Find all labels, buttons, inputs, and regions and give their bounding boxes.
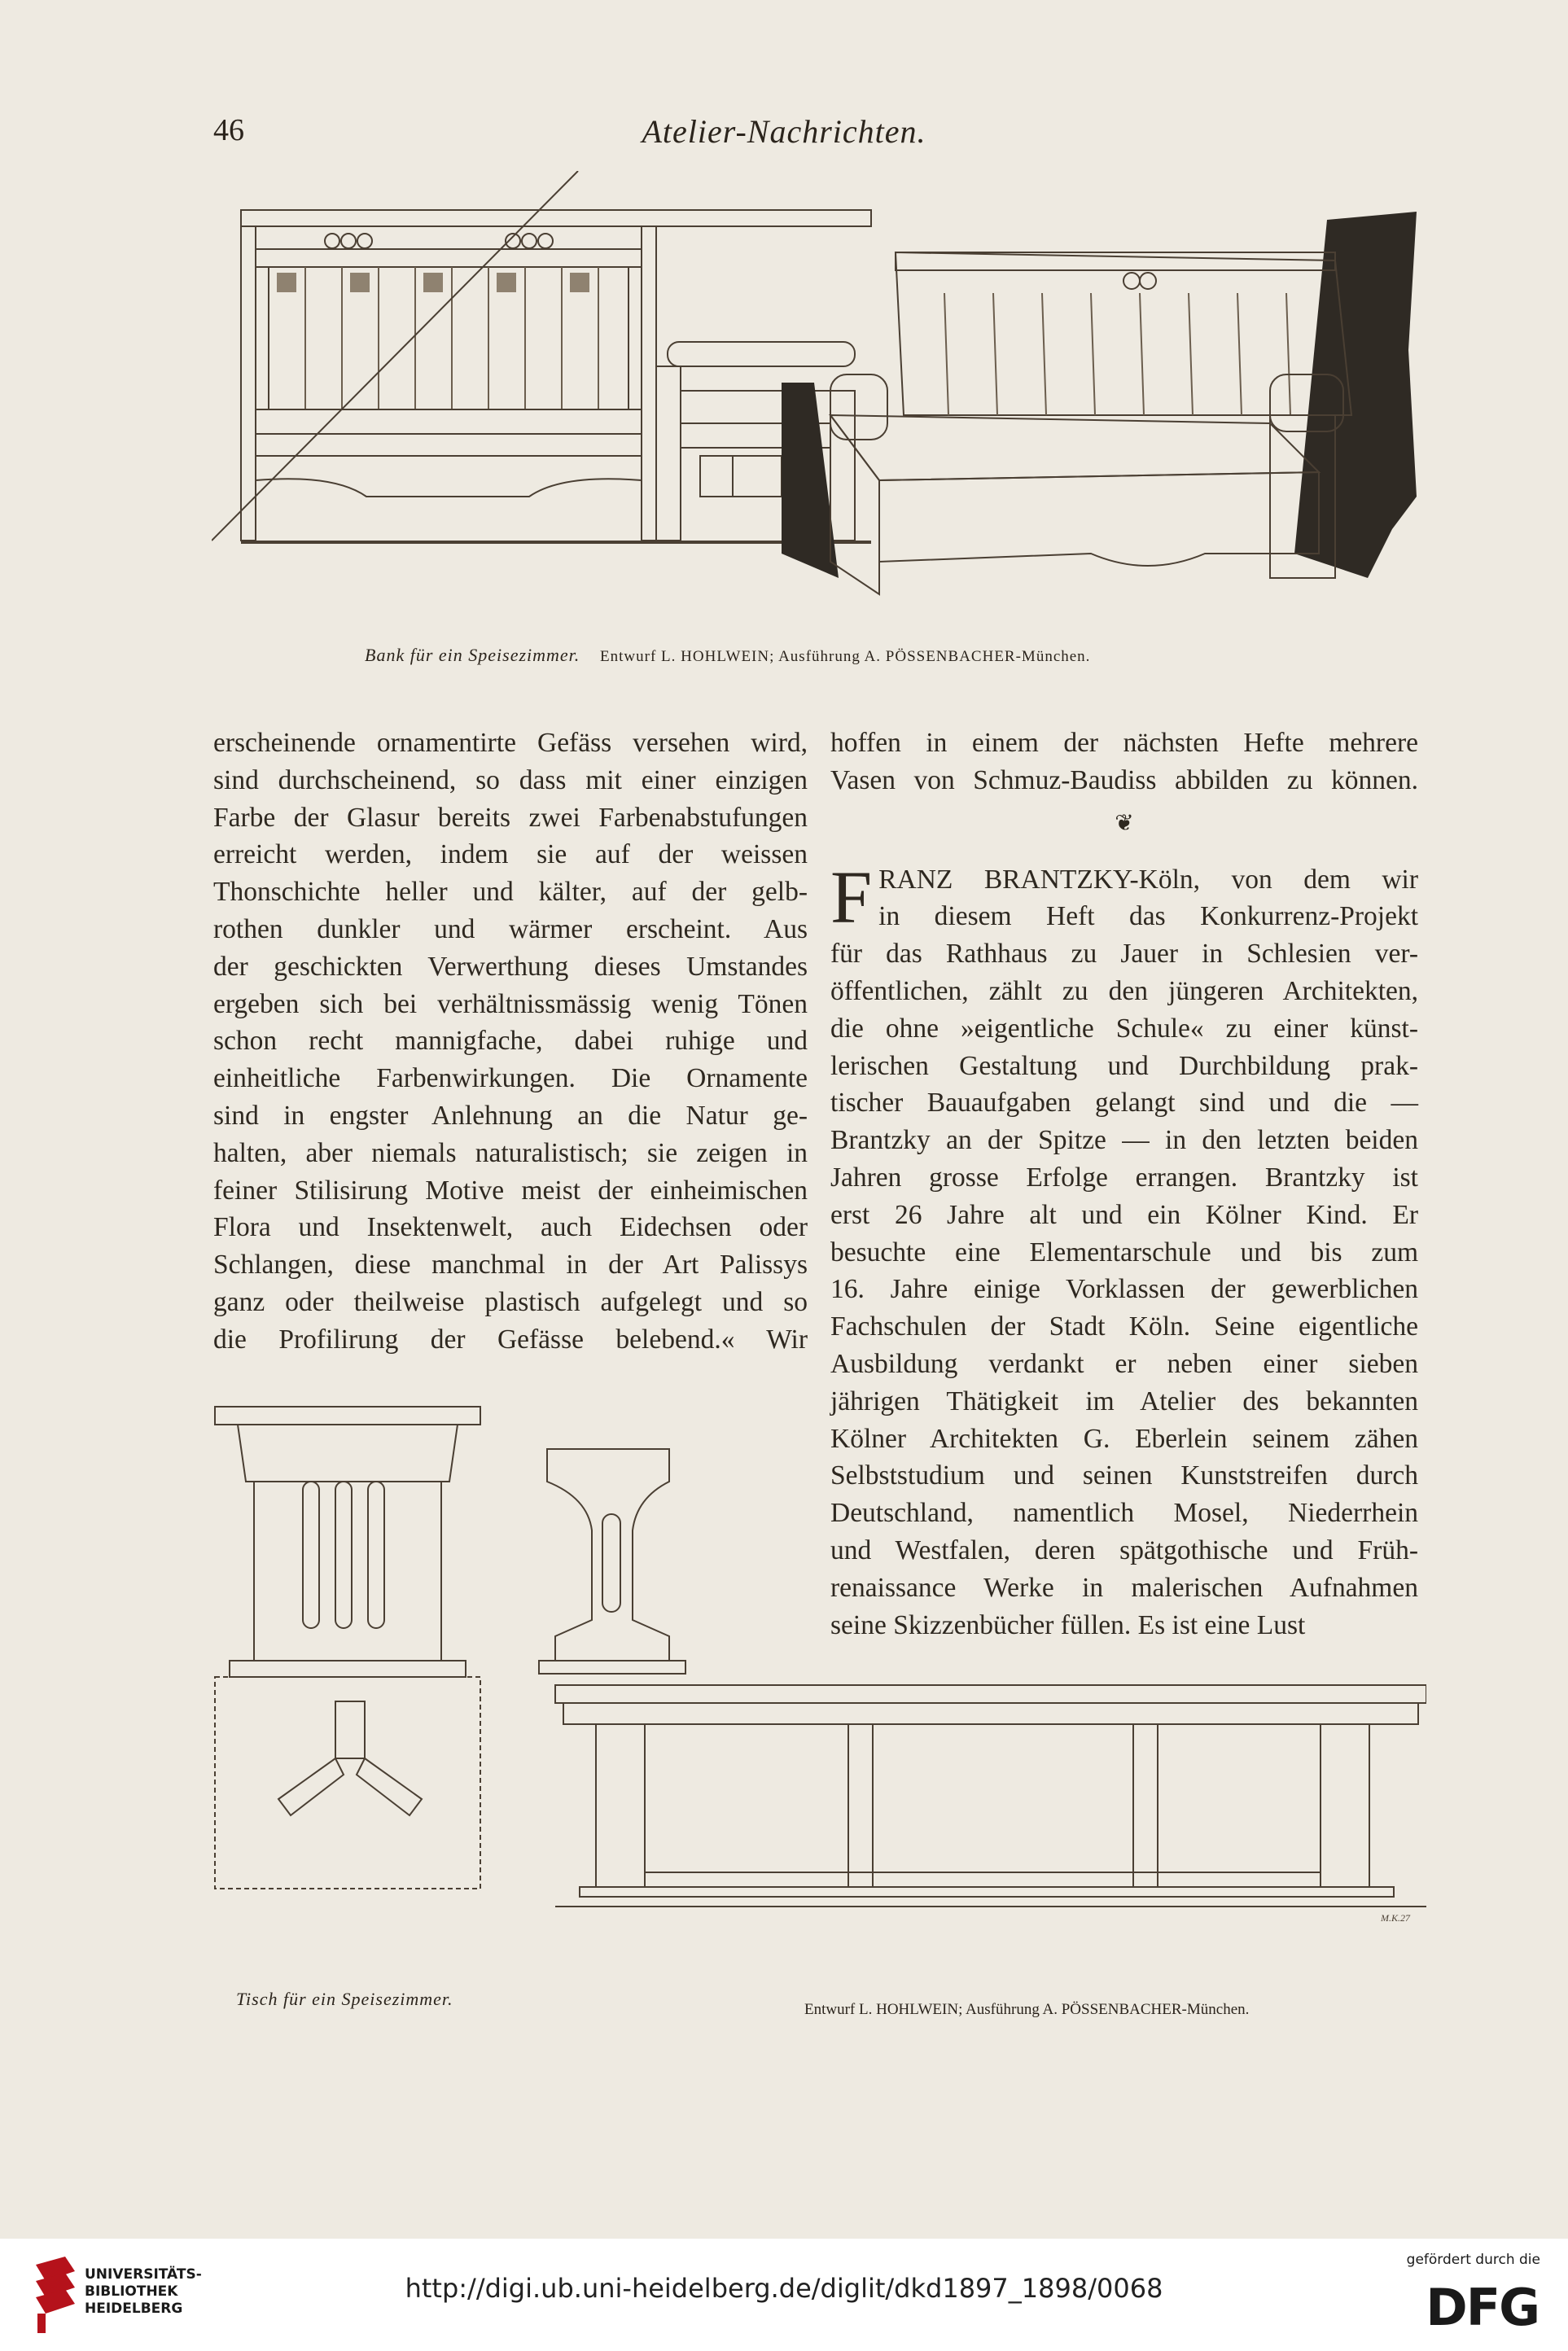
text-line: Flora und Insektenwelt, auch Eidechsen oder (213, 1212, 808, 1243)
text-line: tischer Bauaufgaben gelangt sind und die — (830, 1088, 1418, 1119)
text-line: Brantzky an der Spitze — in den letzten beiden (830, 1125, 1418, 1156)
text-line: rothen dunkler und wärmer erscheint. Aus (213, 913, 808, 944)
table-plan-view (215, 1677, 480, 1889)
table-end-elevation (215, 1407, 480, 1677)
source-url[interactable]: http://digi.ub.uni-heidelberg.de/diglit/dkd1897_1898/0068 (405, 2273, 1163, 2304)
left-column (213, 725, 808, 1359)
text-line: Selbststudium und seinen Kunststreifen durch (830, 1460, 1418, 1491)
funder-text: gefördert durch die (1406, 2252, 1540, 2268)
text-line: sind durchscheinend, so dass mit einer einzigen (213, 764, 808, 795)
table-caption-credit: Entwurf L. HOHLWEIN; Ausführung A. PÖSSENBACHER-München. (804, 2001, 1250, 2018)
text-line: sind in engster Anlehnung an die Natur ge- (213, 1100, 808, 1131)
text-line: schon recht mannigfache, dabei ruhige und (213, 1026, 808, 1057)
bench-caption-title: Bank für ein Speisezimmer. (365, 645, 580, 665)
page-number: 46 (213, 113, 244, 147)
table-caption-title-text: Tisch für ein Speisezimmer. (236, 1989, 453, 2009)
running-title: Atelier-Nachrichten. (642, 113, 926, 150)
table-caption-title (236, 1989, 470, 2010)
viewer-footer (0, 2239, 1568, 2351)
illustrator-signature: M.K.27 (1381, 1912, 1410, 1924)
bench-caption-credit: Entwurf L. HOHLWEIN; Ausführung A. PÖSSENBACHER-München. (600, 648, 1091, 665)
text-line: ganz oder theilweise plastisch aufgelegt und so (213, 1286, 808, 1317)
text-line: jährigen Thätigkeit im Atelier des bekannten (830, 1386, 1418, 1416)
table-trestle-detail (539, 1449, 685, 1674)
fleuron-ornament: ❦ (1115, 810, 1134, 836)
text-line: Vasen von Schmuz-Baudiss abbilden zu können. (830, 764, 1418, 795)
text-line: für das Rathhaus zu Jauer in Schlesien ver- (830, 939, 1418, 970)
text-line: und Westfalen, deren spätgothische und Früh- (830, 1534, 1418, 1565)
text-line: lerischen Gestaltung und Durchbildung prak- (830, 1050, 1418, 1081)
bench-caption (365, 645, 1090, 666)
text-line: Thonschichte heller und kälter, auf der gelb- (213, 877, 808, 908)
dfg-logo: DFG (1426, 2278, 1539, 2337)
drop-cap: F (830, 855, 873, 939)
table-illustration (213, 1392, 1426, 1962)
text-line: renaissance Werke in malerischen Aufnahmen (830, 1572, 1418, 1603)
library-name-line: UNIVERSITÄTS- (85, 2266, 202, 2283)
text-line: halten, aber niemals naturalistisch; sie zeigen in (213, 1137, 808, 1168)
text-line: Fachschulen der Stadt Köln. Seine eigentliche (830, 1311, 1418, 1342)
text-line: RANZ BRANTZKY-Köln, von dem wir (878, 864, 1418, 895)
text-line: hoffen in einem der nächsten Hefte mehrere (830, 728, 1418, 758)
text-line: öffentlichen, zählt zu den jüngeren Architekten, (830, 975, 1418, 1006)
text-line: feiner Stilisirung Motive meist der einheimischen (213, 1175, 808, 1206)
text-line: seine Skizzenbücher füllen. Es ist eine Lust (830, 1609, 1306, 1640)
bench-perspective (782, 212, 1417, 594)
text-line: Deutschland, namentlich Mosel, Niederrhein (830, 1498, 1418, 1529)
text-line: erscheinende ornamentirte Gefäss versehen wird, (213, 728, 808, 758)
text-line: besuchte eine Elementarschule und bis zum (830, 1237, 1418, 1267)
text-line: einheitliche Farbenwirkungen. Die Ornamente (213, 1063, 808, 1094)
text-line: die ohne »eigentliche Schule« zu einer künst- (830, 1013, 1418, 1044)
text-line: 16. Jahre einige Vorklassen der gewerblichen (830, 1274, 1418, 1305)
text-line: Farbe der Glasur bereits zwei Farbenabstufungen (213, 802, 808, 833)
text-line: Kölner Architekten G. Eberlein seinem zähen (830, 1423, 1418, 1454)
text-line: ergeben sich bei verhältnissmässig wenig Tönen (213, 988, 808, 1019)
text-line: Ausbildung verdankt er neben einer sieben (830, 1348, 1418, 1379)
long-table-elevation (555, 1685, 1426, 1907)
text-line: Jahren grosse Erfolge errangen. Brantzky ist (830, 1162, 1418, 1193)
text-line: in diesem Heft das Konkurrenz-Projekt (878, 901, 1418, 932)
bench-illustration (212, 171, 1417, 659)
text-line: Schlangen, diese manchmal in der Art Palissys (213, 1250, 808, 1281)
text-line: die Profilirung der Gefässe belebend.« Wir (213, 1324, 808, 1355)
library-name-line: BIBLIOTHEK (85, 2283, 178, 2300)
text-line: erst 26 Jahre alt und ein Kölner Kind. Er (830, 1199, 1418, 1230)
bench-front-elevation (212, 171, 871, 544)
text-line: erreicht werden, indem sie auf der weissen (213, 839, 808, 870)
library-name-line: HEIDELBERG (85, 2301, 183, 2317)
text-line: der geschickten Verwerthung dieses Umstandes (213, 951, 808, 982)
